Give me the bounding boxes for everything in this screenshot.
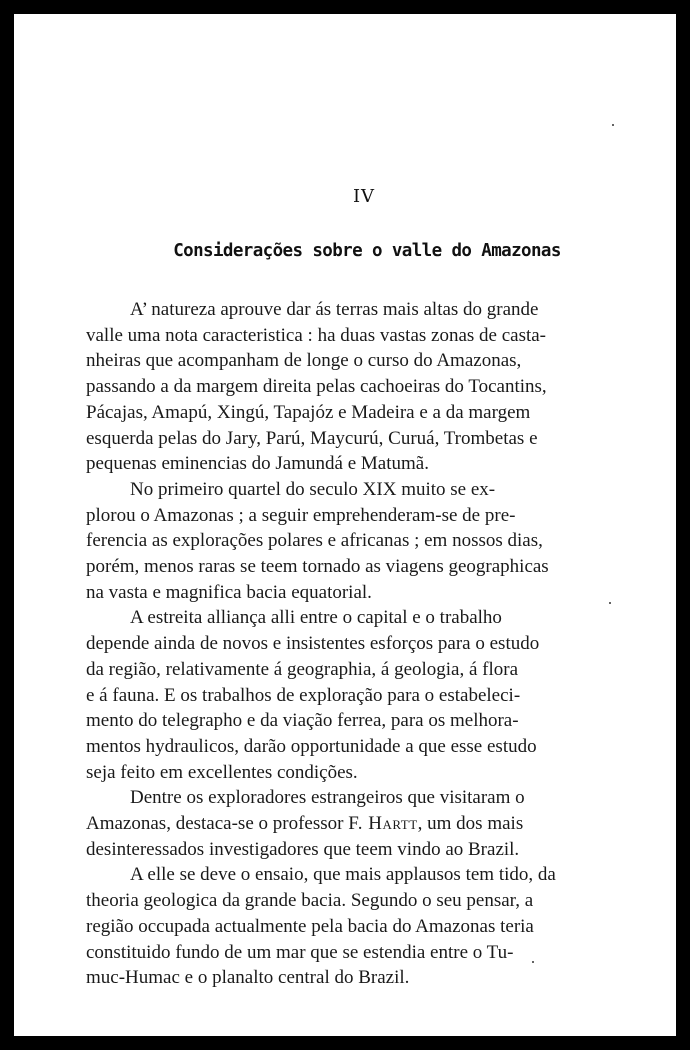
text-line: theoria geologica da grande bacia. Segundo o seu pensar, a — [86, 890, 534, 912]
body-text — [86, 297, 618, 991]
paragraph — [86, 477, 618, 606]
text-fragment: Amazonas, destaca-se o professor — [86, 813, 349, 835]
text-line: muc-Humac e o planalto central do Brazil. — [86, 967, 410, 989]
text-line: ferencia as explorações polares e africanas ; em nossos dias, — [86, 530, 543, 552]
paragraph — [86, 297, 618, 477]
text-line: região occupada actualmente pela bacia do Amazonas teria — [86, 915, 534, 937]
text-line: mento do telegrapho e da viação ferrea, para os melhora- — [86, 710, 519, 732]
text-line: plorou o Amazonas ; a seguir emprehenderam-se de pre- — [86, 504, 516, 526]
text-line: No primeiro quartel do seculo XIX muito se ex- — [130, 478, 496, 500]
text-fragment: , um dos mais — [417, 813, 524, 835]
text-line: pequenas eminencias do Jamundá e Matumã. — [86, 453, 429, 475]
text-line: Dentre os exploradores estrangeiros que visitaram o — [130, 787, 525, 809]
text-line — [86, 811, 618, 837]
paragraph — [86, 785, 618, 862]
text-line: Pácajas, Amapú, Xingú, Tapajóz e Madeira e a da margem — [86, 401, 531, 423]
text-line: passando a da margem direita pelas cachoeiras do Tocantins, — [86, 376, 547, 398]
chapter-title: Considerações sobre o valle do Amazonas — [173, 241, 561, 261]
paper-speck — [609, 602, 611, 604]
chapter-numeral: IV — [352, 186, 376, 207]
text-line: valle uma nota caracteristica : ha duas vastas zonas de casta- — [86, 324, 547, 346]
text-line: mentos hydraulicos, darão opportunidade a que esse estudo — [86, 735, 537, 757]
paragraph — [86, 605, 618, 785]
text-line: na vasta e magnifica bacia equatorial. — [86, 581, 372, 603]
text-line: constituido fundo de um mar que se estendia entre o Tu- — [86, 941, 514, 963]
text-line: A elle se deve o ensaio, que mais applausos tem tido, da — [130, 864, 556, 886]
text-line: esquerda pelas do Jary, Parú, Maycurú, Curuá, Trombetas e — [86, 427, 538, 449]
text-line: seja feito em excellentes condições. — [86, 761, 358, 783]
person-name: F. Hartt — [348, 813, 418, 835]
paragraph — [86, 862, 618, 991]
text-line: depende ainda de novos e insistentes esforços para o estudo — [86, 633, 540, 655]
text-line: porém, menos raras se teem tornado as viagens geographicas — [86, 556, 549, 578]
text-line: A’ natureza aprouve dar ás terras mais altas do grande — [130, 299, 539, 320]
text-line: A estreita alliança alli entre o capital e o trabalho — [130, 607, 502, 629]
text-line: desinteressados investigadores que teem vindo ao Brazil. — [86, 838, 520, 860]
paper-speck — [612, 124, 614, 126]
text-line: nheiras que acompanham de longe o curso do Amazonas, — [86, 350, 522, 372]
text-line: e á fauna. E os trabalhos de exploração para o estabeleci- — [86, 684, 521, 706]
book-page — [14, 14, 676, 1036]
paper-speck — [532, 961, 534, 963]
text-line: da região, relativamente á geographia, á geologia, á flora — [86, 658, 519, 680]
